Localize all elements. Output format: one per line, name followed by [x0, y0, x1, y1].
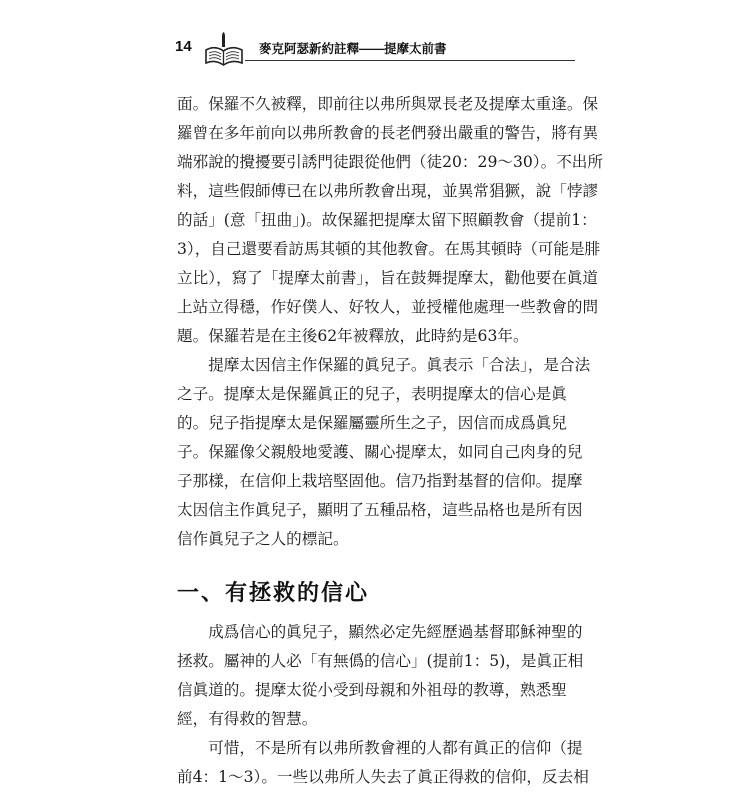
text-line: 前4：1～3）。一些以弗所人失去了眞正得救的信仰，反去相 — [177, 768, 589, 786]
text-line: 經，有得救的智慧。 — [177, 710, 318, 728]
text-line: 羅曾在多年前向以弗所教會的長老們發出嚴重的警告，將有異 — [177, 124, 599, 142]
text-line: 的話」(意「扭曲」)。故保羅把提摩太留下照顧教會（提前1： — [177, 211, 597, 229]
running-title: 麥克阿瑟新約註釋——提摩太前書 — [259, 42, 447, 56]
text-line: 太因信主作眞兒子，顯明了五種品格，這些品格也是所有因 — [177, 501, 583, 519]
text-line: 的。兒子指提摩太是保羅屬靈所生之子，因信而成爲眞兒 — [177, 414, 567, 432]
text-line: 3），自己還要看訪馬其頓的其他教會。在馬其頓時（可能是腓 — [177, 240, 601, 258]
text-line: 子那樣，在信仰上栽培堅固他。信乃指對基督的信仰。提摩 — [177, 472, 583, 490]
page-number: 14 — [175, 38, 192, 55]
open-book-with-candle-icon — [203, 32, 245, 68]
section-heading: 一、有拯救的信心 — [177, 581, 370, 606]
text-line: 料，這些假師傅已在以弗所教會出現，並異常猖獗，說「悖謬 — [177, 182, 599, 200]
text-line: 可惜，不是所有以弗所教會裡的人都有眞正的信仰（提 — [177, 739, 583, 757]
page-header — [175, 30, 575, 70]
text-line: 面。保羅不久被釋，即前往以弗所與眾長老及提摩太重逢。保 — [177, 95, 599, 113]
text-line: 之子。提摩太是保羅眞正的兒子，表明提摩太的信心是眞 — [177, 385, 567, 403]
text-line: 拯救。屬神的人必「有無僞的信心」(提前1：5)，是眞正相 — [177, 652, 584, 670]
paragraph-1 — [177, 90, 603, 351]
text-line: 信作眞兒子之人的標記。 — [177, 530, 349, 548]
text-line: 提摩太因信主作保羅的眞兒子。眞表示「合法」，是合法 — [177, 356, 591, 374]
text-line: 立比），寫了「提摩太前書」，旨在鼓舞提摩太，勸他要在眞道 — [177, 269, 599, 287]
header-rule — [245, 60, 575, 61]
section-paragraph-1 — [177, 618, 584, 734]
text-line: 題。保羅若是在主後62年被釋放，此時約是63年。 — [177, 327, 529, 345]
text-line: 成爲信心的眞兒子，顯然必定先經歷過基督耶穌神聖的 — [177, 623, 583, 641]
page-body — [177, 90, 603, 792]
text-line: 上站立得穩，作好僕人、好牧人，並授權他處理一些教會的問 — [177, 298, 599, 316]
section-paragraph-2 — [177, 734, 589, 792]
text-line: 子。保羅像父親般地愛護、關心提摩太，如同自己肉身的兒 — [177, 443, 583, 461]
text-line: 信眞道的。提摩太從小受到母親和外祖母的教導，熟悉聖 — [177, 681, 567, 699]
text-line: 端邪說的攪擾要引誘門徒跟從他們（徒20：29～30）。不出所 — [177, 153, 603, 171]
paragraph-2 — [177, 351, 591, 554]
